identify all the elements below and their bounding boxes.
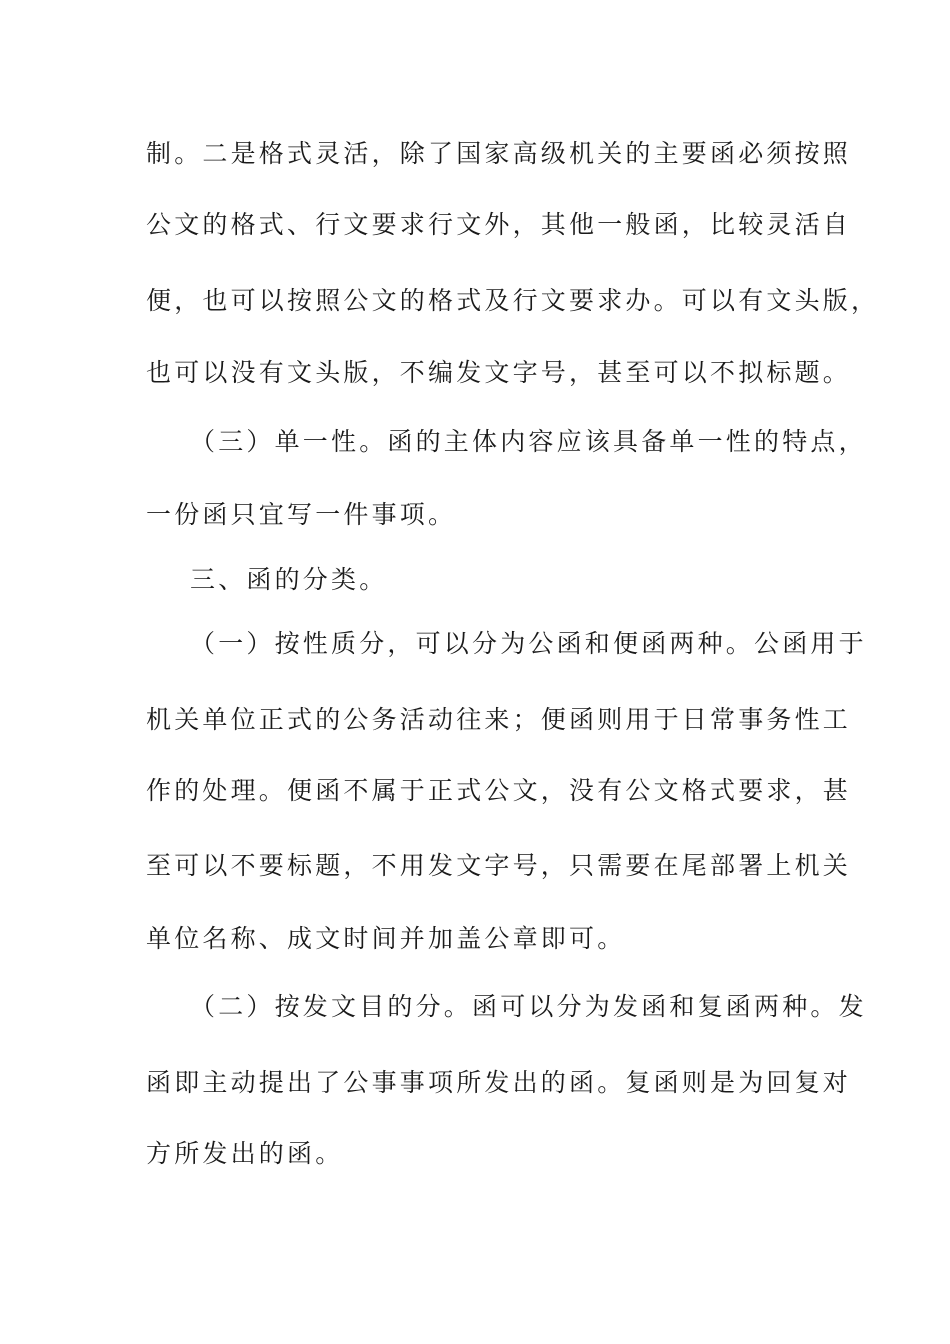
- body-text-line: 单位名称、成文时间并加盖公章即可。: [146, 924, 626, 953]
- body-text-line: 便，也可以按照公文的格式及行文要求办。可以有文头版，: [146, 286, 880, 315]
- body-text-line: 也可以没有文头版，不编发文字号，甚至可以不拟标题。: [146, 358, 852, 387]
- paragraph-heading-line: （三）单一性。函的主体内容应该具备单一性的特点，: [190, 427, 867, 456]
- body-text-line: 制。二是格式灵活，除了国家高级机关的主要函必须按照: [146, 139, 852, 168]
- body-text-line: 一份函只宜写一件事项。: [146, 500, 457, 529]
- body-text-line: 函即主动提出了公事事项所发出的函。复函则是为回复对: [146, 1068, 852, 1097]
- body-text-line: 公文的格式、行文要求行文外，其他一般函，比较灵活自: [146, 210, 852, 239]
- body-text-line: 机关单位正式的公务活动往来；便函则用于日常事务性工: [146, 705, 852, 734]
- body-text-line: 方所发出的函。: [146, 1139, 344, 1168]
- body-text-line: 作的处理。便函不属于正式公文，没有公文格式要求，甚: [146, 776, 852, 805]
- paragraph-heading-line: （二）按发文目的分。函可以分为发函和复函两种。发: [190, 992, 867, 1021]
- section-heading: 三、函的分类。: [190, 565, 388, 594]
- body-text-line: 至可以不要标题，不用发文字号，只需要在尾部署上机关: [146, 851, 852, 880]
- paragraph-heading-line: （一）按性质分，可以分为公函和便函两种。公函用于: [190, 629, 867, 658]
